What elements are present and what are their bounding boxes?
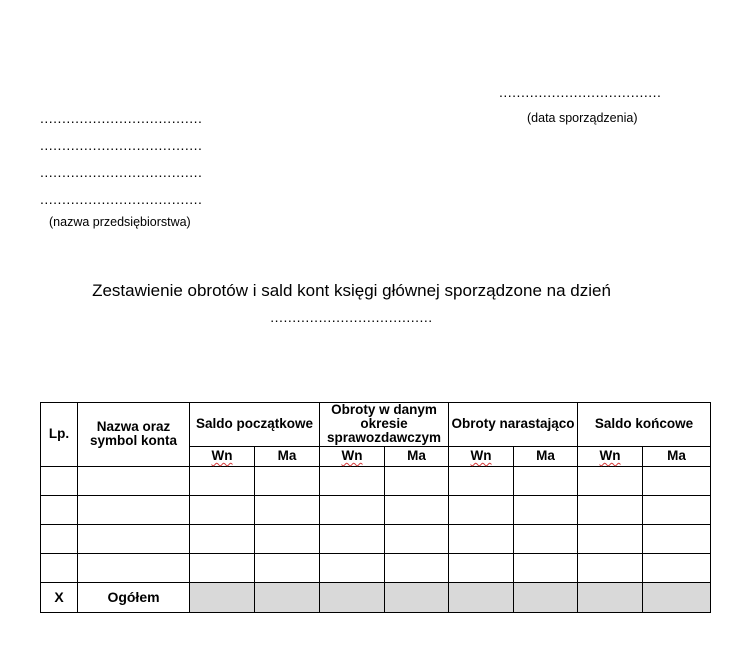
table-cell[interactable] (41, 495, 78, 524)
table-row (41, 495, 711, 524)
turnover-balance-table (40, 402, 711, 613)
table-cell[interactable] (449, 553, 514, 582)
sub-header-debit-label: Wn (211, 447, 233, 463)
table-cell[interactable] (643, 466, 711, 495)
table-cell[interactable] (643, 553, 711, 582)
table-cell[interactable] (514, 495, 578, 524)
table-cell[interactable] (578, 495, 643, 524)
sub-header-debit (320, 446, 385, 466)
company-field-line-3[interactable]: ..................................... (40, 164, 203, 180)
date-field[interactable]: ..................................... (499, 84, 662, 100)
table-cell[interactable] (78, 495, 190, 524)
total-cell (320, 582, 385, 612)
table-row (41, 524, 711, 553)
table-cell[interactable] (255, 524, 320, 553)
company-field-line-1[interactable]: ..................................... (40, 110, 203, 126)
table-cell[interactable] (41, 553, 78, 582)
total-cell (514, 582, 578, 612)
table-cell[interactable] (190, 466, 255, 495)
title-date-field[interactable]: ..................................... (270, 309, 433, 325)
group-header-closing-balance: Saldo końcowe (578, 403, 711, 447)
table-cell[interactable] (514, 466, 578, 495)
table-row (41, 553, 711, 582)
table-cell[interactable] (578, 524, 643, 553)
table-cell[interactable] (385, 495, 449, 524)
table-cell[interactable] (514, 524, 578, 553)
table-cell[interactable] (578, 553, 643, 582)
sub-header-debit-label: Wn (470, 447, 492, 463)
table-cell[interactable] (78, 553, 190, 582)
sub-header-debit (578, 446, 643, 466)
group-header-cumulative-turnover: Obroty narastająco (449, 403, 578, 447)
table-cell[interactable] (449, 495, 514, 524)
table-cell[interactable] (643, 495, 711, 524)
total-cell (449, 582, 514, 612)
table-cell[interactable] (190, 524, 255, 553)
table-cell[interactable] (385, 524, 449, 553)
total-cell (385, 582, 449, 612)
sub-header-credit: Ma (643, 446, 711, 466)
total-cell (255, 582, 320, 612)
col-header-account-name: Nazwa oraz symbol konta (78, 403, 190, 467)
total-cell (643, 582, 711, 612)
table-cell[interactable] (255, 495, 320, 524)
total-row (41, 582, 711, 612)
table-cell[interactable] (320, 524, 385, 553)
table-cell[interactable] (385, 553, 449, 582)
table-cell[interactable] (190, 553, 255, 582)
group-header-opening-balance: Saldo początkowe (190, 403, 320, 447)
table-row (41, 466, 711, 495)
table-cell[interactable] (190, 495, 255, 524)
group-header-period-turnover: Obroty w danym okresie sprawozdawczym (320, 403, 449, 447)
company-caption: (nazwa przedsiębiorstwa) (49, 215, 191, 229)
date-caption: (data sporządzenia) (527, 111, 638, 125)
table-cell[interactable] (41, 524, 78, 553)
col-header-lp: Lp. (41, 403, 78, 467)
document-title: Zestawienie obrotów i sald kont księgi głównej sporządzone na dzień (92, 281, 611, 300)
table-cell[interactable] (320, 553, 385, 582)
total-cell (190, 582, 255, 612)
table-cell[interactable] (255, 466, 320, 495)
sub-header-credit: Ma (255, 446, 320, 466)
total-row-label: Ogółem (78, 582, 190, 612)
table-cell[interactable] (385, 466, 449, 495)
table-cell[interactable] (449, 524, 514, 553)
table-cell[interactable] (78, 466, 190, 495)
table-cell[interactable] (514, 553, 578, 582)
table-cell[interactable] (578, 466, 643, 495)
table-cell[interactable] (449, 466, 514, 495)
table-cell[interactable] (41, 466, 78, 495)
sub-header-debit-label: Wn (341, 447, 363, 463)
table-cell[interactable] (320, 466, 385, 495)
table-cell[interactable] (643, 524, 711, 553)
table-cell[interactable] (320, 495, 385, 524)
company-field-line-2[interactable]: ..................................... (40, 137, 203, 153)
table-cell[interactable] (255, 553, 320, 582)
sub-header-credit: Ma (514, 446, 578, 466)
total-cell (578, 582, 643, 612)
sub-header-debit (449, 446, 514, 466)
sub-header-debit (190, 446, 255, 466)
total-row-marker: X (41, 582, 78, 612)
sub-header-debit-label: Wn (599, 447, 621, 463)
table-cell[interactable] (78, 524, 190, 553)
company-field-line-4[interactable]: ..................................... (40, 191, 203, 207)
sub-header-credit: Ma (385, 446, 449, 466)
